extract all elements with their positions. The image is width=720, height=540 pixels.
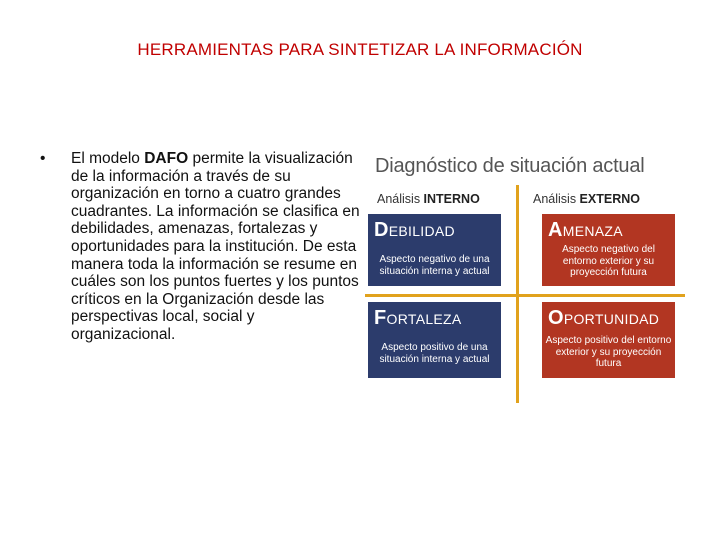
debilidad-rest: EBILIDAD bbox=[388, 223, 455, 239]
oportunidad-box bbox=[542, 302, 675, 378]
bullet-dot: • bbox=[40, 150, 46, 167]
fortaleza-name bbox=[374, 307, 462, 330]
bullet-text-rest: permite la visualización de la información a través de su organización en torno a cuatro grandes cuadrantes. La información se clasifica en debilidades, amenazas, fortalezas y oportunidades para la institución. De esta manera toda la información se resume en cuáles son los puntos fuertes y los puntos críticos en la Organización desde las perspectivas local, social y organizacional. bbox=[71, 150, 360, 343]
oportunidad-cap: O bbox=[548, 307, 564, 329]
debilidad-desc: Aspecto negativo de una situación interna y actual bbox=[379, 254, 490, 277]
horizontal-axis-line bbox=[365, 294, 685, 297]
external-analysis-header bbox=[533, 192, 640, 206]
oportunidad-desc: Aspecto positivo del entorno exterior y su proyección futura bbox=[545, 335, 672, 369]
slide-title: HERRAMIENTAS PARA SINTETIZAR LA INFORMACIÓN bbox=[137, 40, 583, 59]
amenaza-rest: MENAZA bbox=[562, 223, 623, 239]
amenaza-desc: Aspecto negativo del entorno exterior y su proyección futura bbox=[562, 244, 655, 278]
amenaza-name bbox=[548, 219, 623, 242]
oportunidad-rest: PORTUNIDAD bbox=[563, 311, 660, 327]
bullet-text bbox=[71, 150, 361, 344]
debilidad-box bbox=[368, 214, 501, 286]
fortaleza-cap: F bbox=[374, 307, 387, 329]
bullet-text-bold: DAFO bbox=[144, 150, 189, 167]
dafo-diagram bbox=[365, 150, 695, 405]
internal-prefix: Análisis bbox=[377, 192, 424, 206]
fortaleza-desc: Aspecto positivo de una situación interna y actual bbox=[379, 342, 490, 365]
amenaza-cap: A bbox=[548, 219, 563, 241]
fortaleza-box bbox=[368, 302, 501, 378]
internal-analysis-header bbox=[377, 192, 480, 206]
external-bold: EXTERNO bbox=[579, 192, 640, 206]
debilidad-cap: D bbox=[374, 219, 389, 241]
debilidad-name bbox=[374, 219, 455, 242]
bullet-text-start: El modelo bbox=[71, 150, 145, 167]
amenaza-box bbox=[542, 214, 675, 286]
fortaleza-rest: ORTALEZA bbox=[386, 311, 462, 327]
external-prefix: Análisis bbox=[533, 192, 580, 206]
dafo-title: Diagnóstico de situación actual bbox=[375, 155, 645, 177]
internal-bold: INTERNO bbox=[423, 192, 480, 206]
oportunidad-name bbox=[548, 307, 659, 330]
